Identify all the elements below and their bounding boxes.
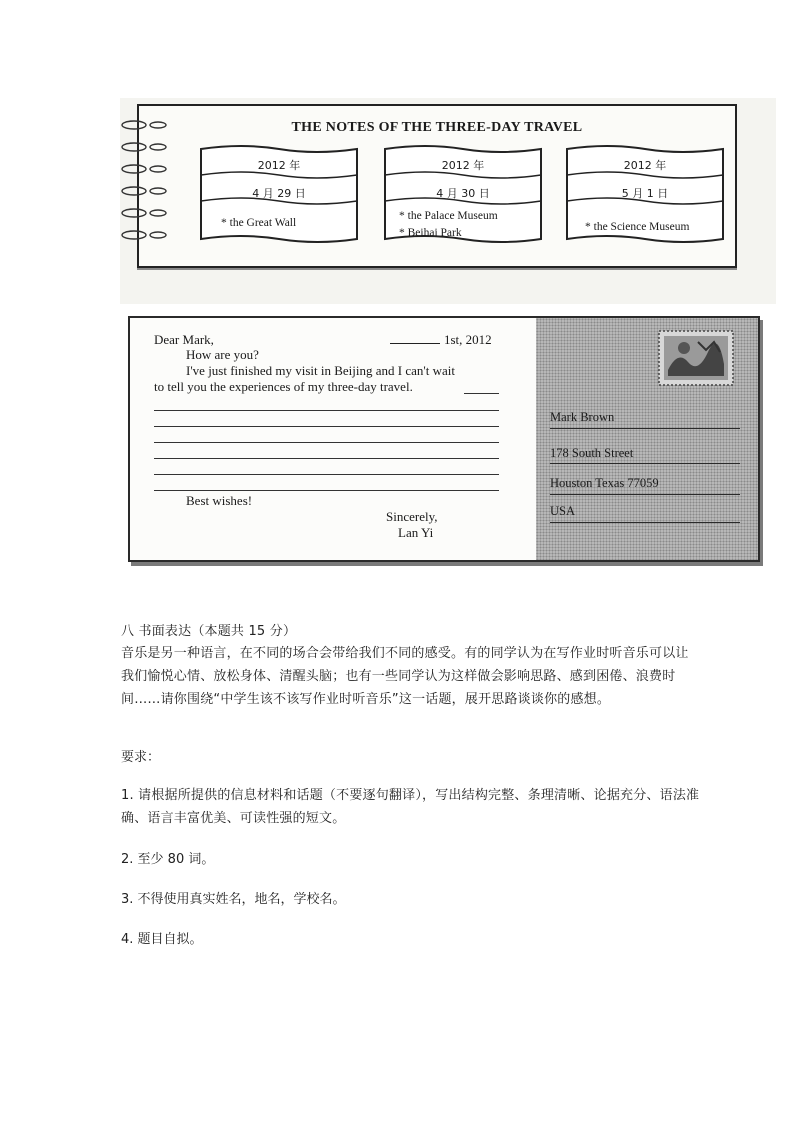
letter-date-text: 1st, 2012 xyxy=(444,332,492,347)
address-line xyxy=(550,428,740,429)
task-prompt: 音乐是另一种语言，在不同的场合会带给我们不同的感受。有的同学认为在写作业时听音乐可以让我们愉悦心情、放松身体、清醒头脑；也有一些同学认为这样做会影响思路、感到困倦、浪费时间……请你围绕“中学生该不该写作业时听音乐”这一话题，展开思路谈谈你的感想。 xyxy=(121,646,689,707)
day-flag-2 xyxy=(381,143,545,245)
day-flag-1 xyxy=(197,143,361,245)
writing-line xyxy=(154,490,499,491)
writing-line xyxy=(154,474,499,475)
writing-line xyxy=(154,442,499,443)
letter-line-3: to tell you the experiences of my three-day travel. xyxy=(154,379,413,394)
day-flag-3 xyxy=(563,143,727,245)
requirement-1: 1. 请根据所提供的信息材料和话题（不要逐句翻译），写出结构完整、条理清晰、论据充分、语法准确、语言丰富优美、可读性强的短文。 xyxy=(121,788,700,826)
requirement-4: 4. 题目自拟。 xyxy=(121,932,203,947)
address-line xyxy=(550,494,740,495)
address-line xyxy=(550,522,740,523)
flag-place: * the Science Museum xyxy=(585,221,690,233)
flag-place: * the Great Wall xyxy=(221,217,297,229)
flag-place: * Beihai Park xyxy=(399,227,462,239)
address-street: 178 South Street xyxy=(550,446,634,460)
flag-date: 4 月 29 日 xyxy=(252,187,306,200)
task-heading: 八 书面表达（本题共 15 分） xyxy=(121,624,297,639)
flag-date: 5 月 1 日 xyxy=(621,187,669,200)
letter-date xyxy=(390,332,524,347)
requirements-label: 要求： xyxy=(121,750,161,765)
address-city: Houston Texas 77059 xyxy=(550,476,659,490)
address-panel xyxy=(536,318,758,560)
requirement-3: 3. 不得使用真实姓名，地名，学校名。 xyxy=(121,892,346,907)
flag-place: * the Palace Museum xyxy=(399,210,498,222)
flag-year: 2012 年 xyxy=(623,159,667,172)
address-country: USA xyxy=(550,504,576,518)
address-name: Mark Brown xyxy=(550,410,615,424)
writing-line xyxy=(154,426,499,427)
address-line xyxy=(550,463,740,464)
writing-line xyxy=(154,458,499,459)
letter-signoff: Sincerely, xyxy=(386,509,438,524)
postcard xyxy=(128,316,760,562)
writing-blank xyxy=(464,393,499,394)
notes-title: THE NOTES OF THE THREE-DAY TRAVEL xyxy=(291,120,583,135)
letter-line-2: I've just finished my visit in Beijing and I can't wait xyxy=(186,363,455,378)
requirement-2: 2. 至少 80 词。 xyxy=(121,852,215,867)
letter-closing: Best wishes! xyxy=(186,493,253,508)
stamp-icon xyxy=(658,330,734,386)
writing-line xyxy=(154,410,499,411)
letter-greeting: Dear Mark, xyxy=(154,332,214,347)
letter-line-1: How are you? xyxy=(186,347,259,362)
letter-signature: Lan Yi xyxy=(398,525,434,540)
flag-year: 2012 年 xyxy=(257,159,301,172)
flag-year: 2012 年 xyxy=(441,159,485,172)
date-blank xyxy=(390,343,440,344)
flag-date: 4 月 30 日 xyxy=(436,187,490,200)
